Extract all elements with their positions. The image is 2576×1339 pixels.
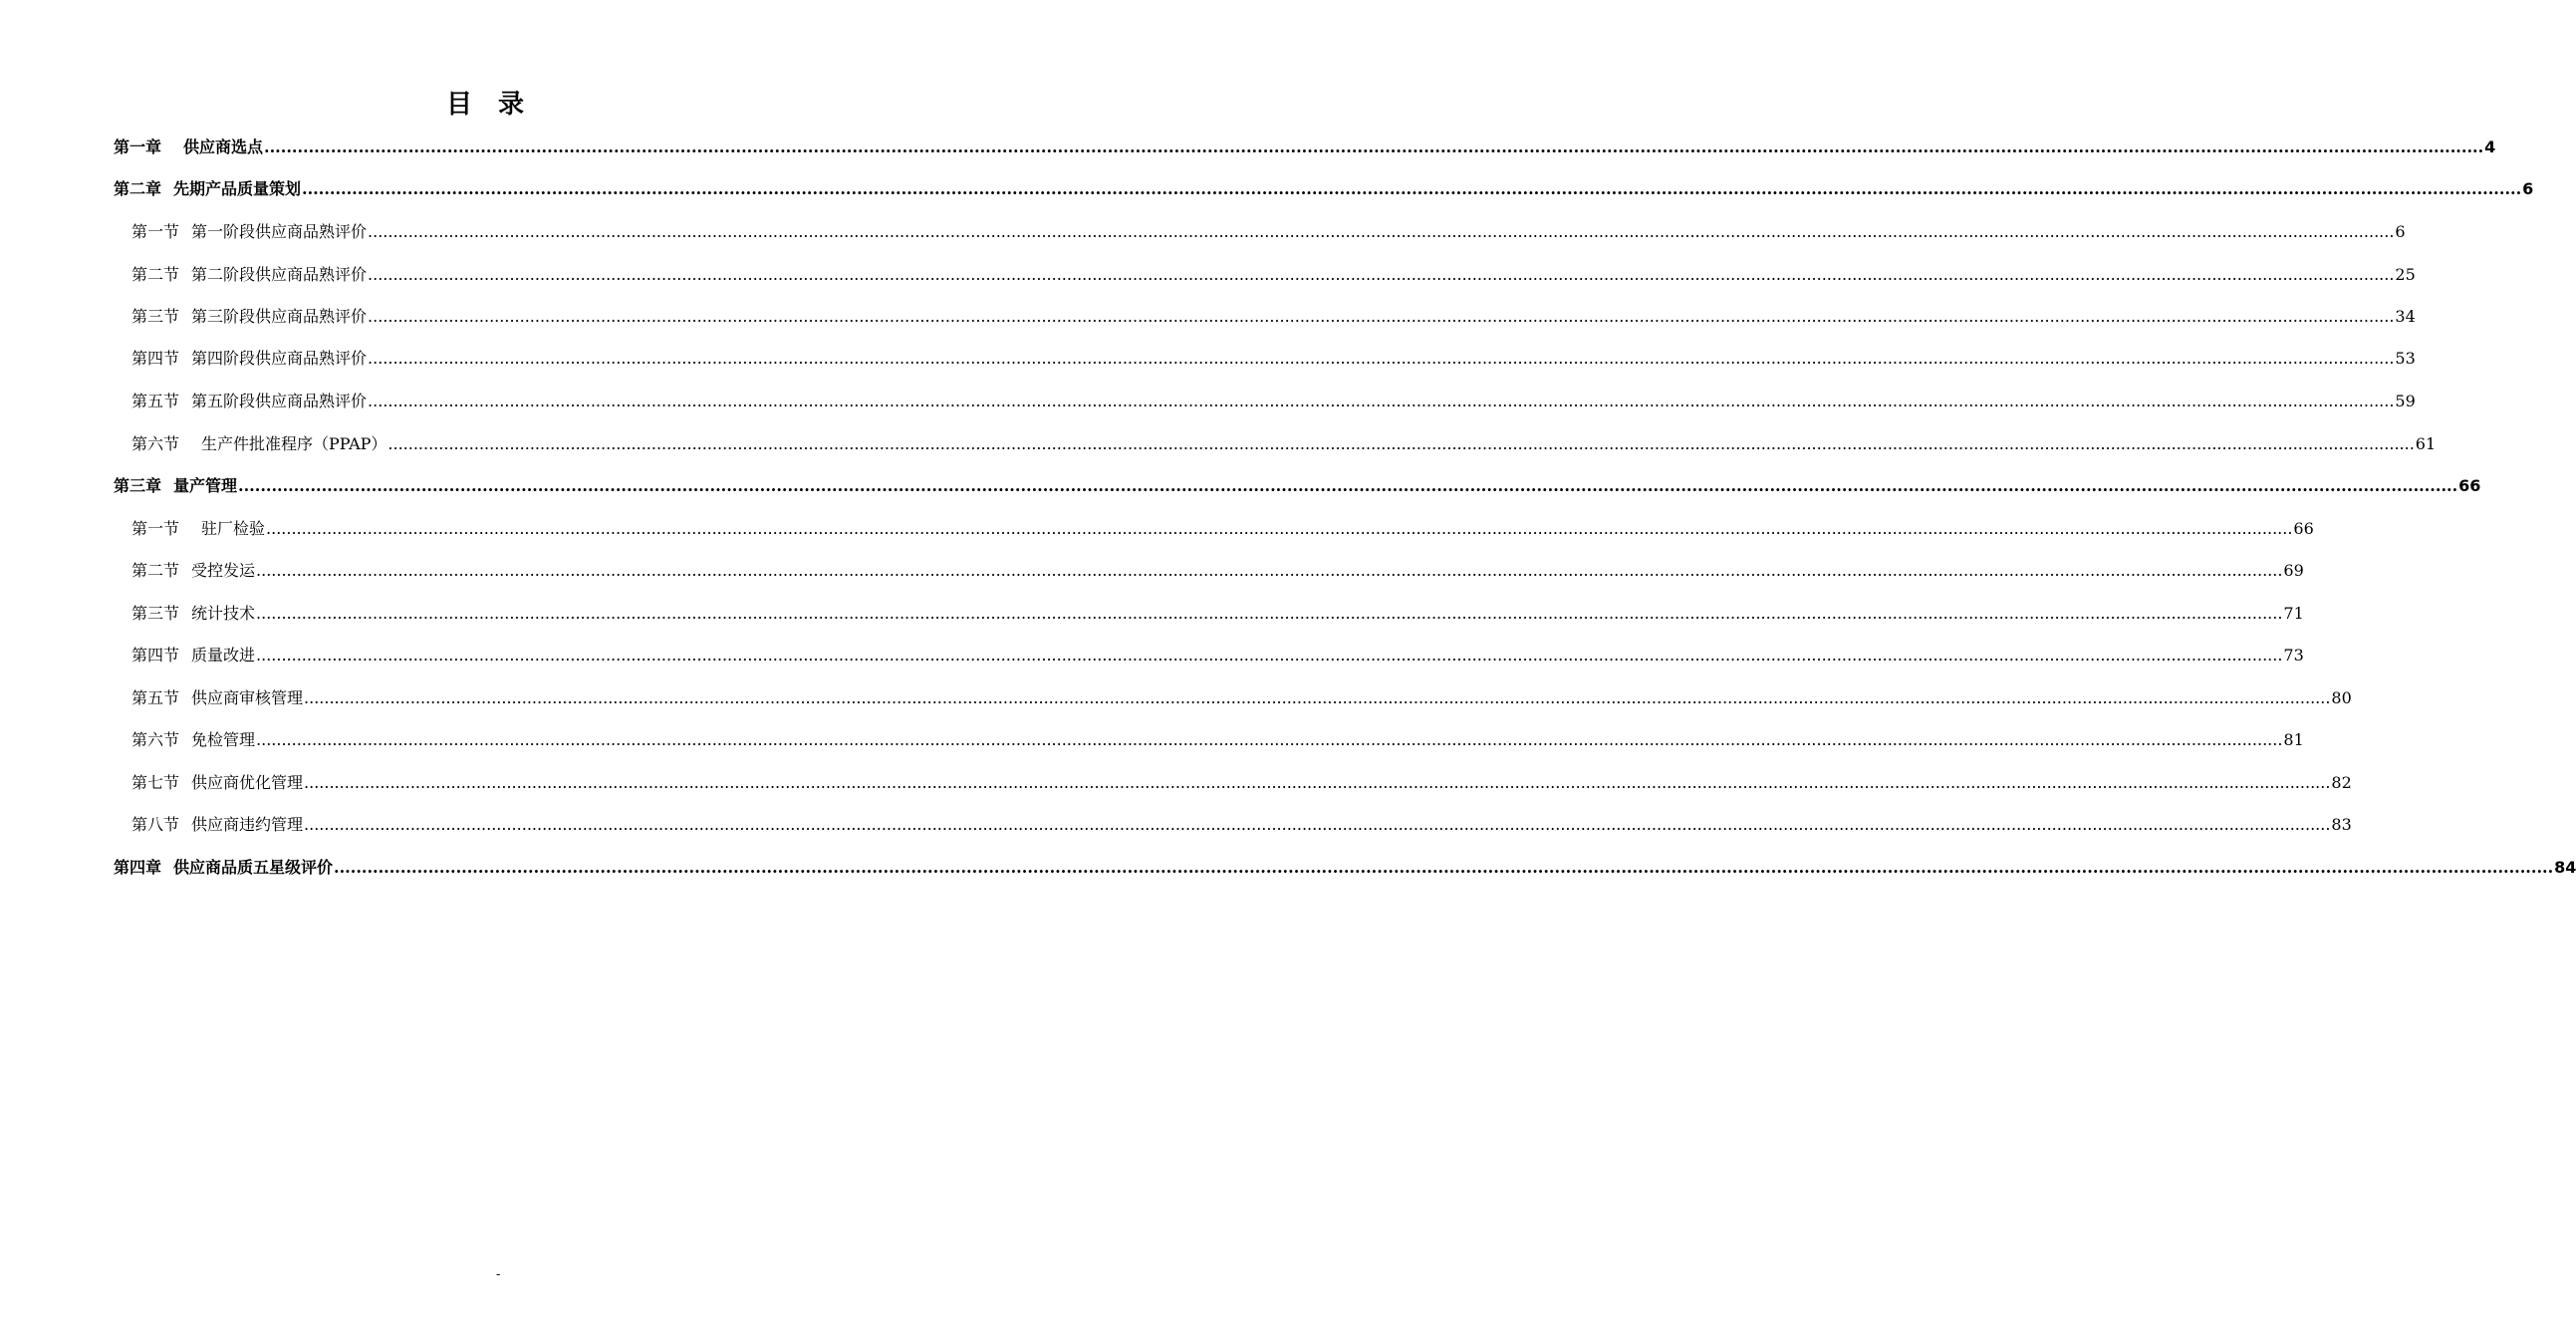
toc-entry-chapter-3[interactable]: [114, 473, 2481, 497]
toc-entry-title: 供应商违约管理: [191, 815, 304, 834]
toc-entry-page: 83: [2331, 815, 2352, 834]
dot-leader: ................................................................................................................................................................................................................................................................................................................................................................................................................: [304, 688, 2331, 707]
toc-entry-section[interactable]: [131, 516, 2314, 540]
dot-leader: ................................................................................................................................................................................................................................................................................................................................................................................................................: [304, 815, 2331, 834]
toc-entry-page: 59: [2395, 392, 2416, 410]
toc-entry-number: 第五节: [131, 688, 180, 707]
toc-entry-title: 免检管理: [191, 730, 256, 749]
toc-entry-title: 量产管理: [173, 476, 238, 495]
toc-entry-title: 供应商选点: [183, 137, 264, 156]
toc-entry-title: 驻厂检验: [201, 519, 266, 538]
toc-entry-number: 第四节: [131, 349, 180, 368]
dot-leader: ................................................................................................................................................................................................................................................................................................................................................................................................................: [264, 137, 2484, 156]
page-title: 目录: [445, 90, 550, 120]
toc-entry-section[interactable]: [131, 558, 2304, 582]
toc-entry-number: 第二节: [131, 561, 180, 580]
toc-entry-title: 先期产品质量策划: [173, 179, 302, 198]
toc-entry-title: 供应商品质五星级评价: [173, 858, 334, 877]
toc-entry-number: 第四章: [114, 858, 162, 877]
dot-leader: ................................................................................................................................................................................................................................................................................................................................................................................................................: [368, 392, 2395, 410]
toc-entry-section[interactable]: [131, 219, 2406, 243]
toc-entry-section[interactable]: [131, 685, 2352, 709]
toc-entry-number: 第五节: [131, 392, 180, 410]
toc-entry-page: 73: [2283, 646, 2304, 665]
toc-entry-title: 统计技术: [191, 604, 256, 623]
toc-entry-section[interactable]: [131, 304, 2416, 328]
toc-entry-section[interactable]: [131, 770, 2352, 794]
page-footer-mark: -: [496, 1267, 501, 1281]
toc-entry-page: 71: [2283, 604, 2304, 623]
dot-leader: ................................................................................................................................................................................................................................................................................................................................................................................................................: [238, 476, 2458, 495]
toc-entry-section[interactable]: [131, 346, 2416, 370]
toc-entry-number: 第一章: [114, 137, 162, 156]
toc-entry-title: 第五阶段供应商品熟评价: [191, 392, 368, 410]
toc-entry-page: 6: [2395, 222, 2406, 241]
toc-entry-section[interactable]: [131, 727, 2304, 751]
toc-entry-page: 84: [2554, 858, 2576, 877]
toc-entry-title: 第一阶段供应商品熟评价: [191, 222, 368, 241]
toc-entry-page: 53: [2395, 349, 2416, 368]
dot-leader: ................................................................................................................................................................................................................................................................................................................................................................................................................: [368, 349, 2395, 368]
toc-entry-page: 25: [2395, 265, 2416, 284]
toc-entry-section[interactable]: [131, 812, 2352, 836]
toc-entry-title: 第四阶段供应商品熟评价: [191, 349, 368, 368]
toc-entry-chapter-4[interactable]: [114, 855, 2576, 879]
toc-entry-number: 第三节: [131, 307, 180, 326]
toc-entry-number: 第八节: [131, 815, 180, 834]
toc-entry-section[interactable]: [131, 262, 2416, 286]
toc-entry-page: 80: [2331, 688, 2352, 707]
toc-entry-page: 61: [2415, 434, 2437, 453]
toc-entry-number: 第二章: [114, 179, 162, 198]
toc-entry-page: 69: [2283, 561, 2304, 580]
dot-leader: ................................................................................................................................................................................................................................................................................................................................................................................................................: [387, 434, 2415, 453]
toc-entry-section[interactable]: [131, 389, 2416, 412]
dot-leader: ................................................................................................................................................................................................................................................................................................................................................................................................................: [256, 604, 2283, 623]
dot-leader: ................................................................................................................................................................................................................................................................................................................................................................................................................: [368, 307, 2395, 326]
toc-entry-number: 第三章: [114, 476, 162, 495]
toc-entry-page: 66: [2293, 519, 2314, 538]
dot-leader: ................................................................................................................................................................................................................................................................................................................................................................................................................: [334, 858, 2554, 877]
dot-leader: ................................................................................................................................................................................................................................................................................................................................................................................................................: [256, 646, 2283, 665]
toc-entry-section[interactable]: [131, 601, 2304, 625]
toc-entry-number: 第二节: [131, 265, 180, 284]
toc-entry-number: 第三节: [131, 604, 180, 623]
toc-entry-page: 6: [2522, 179, 2534, 198]
toc-entry-title: 质量改进: [191, 646, 256, 665]
toc-entry-number: 第一节: [131, 519, 180, 538]
toc-entry-title: 受控发运: [191, 561, 256, 580]
toc-entry-section[interactable]: [131, 431, 2437, 455]
toc-entry-title: 第二阶段供应商品熟评价: [191, 265, 368, 284]
toc-entry-title: 供应商审核管理: [191, 688, 304, 707]
toc-entry-number: 第四节: [131, 646, 180, 665]
dot-leader: ................................................................................................................................................................................................................................................................................................................................................................................................................: [368, 222, 2395, 241]
toc-entry-number: 第七节: [131, 773, 180, 792]
toc-entry-page: 34: [2395, 307, 2416, 326]
toc-entry-number: 第六节: [131, 730, 180, 749]
toc-entry-page: 66: [2458, 476, 2481, 495]
dot-leader: ................................................................................................................................................................................................................................................................................................................................................................................................................: [266, 519, 2293, 538]
toc-entry-number: 第一节: [131, 222, 180, 241]
dot-leader: ................................................................................................................................................................................................................................................................................................................................................................................................................: [304, 773, 2331, 792]
toc-entry-chapter-2[interactable]: [114, 176, 2534, 200]
toc-entry-number: 第六节: [131, 434, 180, 453]
dot-leader: ................................................................................................................................................................................................................................................................................................................................................................................................................: [256, 561, 2283, 580]
toc-entry-title: 第三阶段供应商品熟评价: [191, 307, 368, 326]
toc-entry-title: 生产件批准程序（PPAP）: [201, 434, 387, 453]
toc-entry-title: 供应商优化管理: [191, 773, 304, 792]
toc-entry-page: 4: [2484, 137, 2496, 156]
toc-entry-chapter-1[interactable]: [114, 134, 2496, 158]
dot-leader: ................................................................................................................................................................................................................................................................................................................................................................................................................: [368, 265, 2395, 284]
toc-entry-page: 82: [2331, 773, 2352, 792]
toc-entry-page: 81: [2283, 730, 2304, 749]
dot-leader: ................................................................................................................................................................................................................................................................................................................................................................................................................: [302, 179, 2522, 198]
dot-leader: ................................................................................................................................................................................................................................................................................................................................................................................................................: [256, 730, 2283, 749]
toc-entry-section[interactable]: [131, 643, 2304, 667]
